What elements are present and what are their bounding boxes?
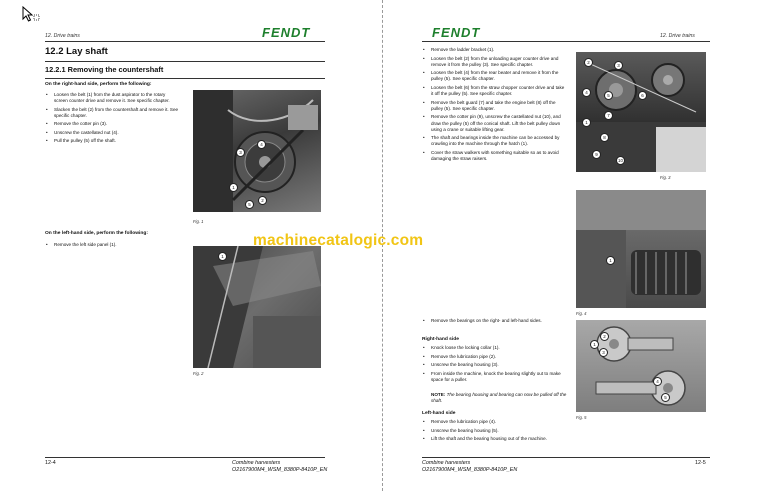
step-item: • Remove the bearings on the right- and left-hand sides. bbox=[422, 318, 566, 324]
section-rule bbox=[45, 61, 325, 62]
fig2-caption: Fig. 2 bbox=[193, 371, 204, 376]
fig1-callout: 4 bbox=[257, 140, 266, 149]
step-item: • Loosen the belt (1) from the dust aspirator to the rotary screen counter drive and remove it. See specific chapter. bbox=[45, 92, 180, 104]
mouse-cursor-icon bbox=[21, 6, 41, 24]
right-header-chapter: 12. Drive trains bbox=[660, 33, 695, 39]
fig1-drawing bbox=[193, 90, 321, 212]
fig4-drawing bbox=[576, 190, 706, 308]
fig5-caption: Fig. 5 bbox=[576, 415, 587, 420]
left-side-steps bbox=[45, 242, 180, 251]
fig4-callout: 1 bbox=[606, 256, 615, 265]
fig1-caption: Fig. 1 bbox=[193, 219, 204, 224]
left-hand-steps bbox=[422, 419, 566, 445]
bearings-intro bbox=[422, 318, 566, 327]
fig2-photo bbox=[193, 246, 321, 368]
right-page-number: 12-5 bbox=[695, 460, 706, 466]
step-item: • Remove the lubrication pipe (2). bbox=[422, 354, 566, 360]
right-steps-top bbox=[422, 47, 566, 165]
fig3-callout: 6 bbox=[638, 91, 647, 100]
left-page-number: 12-4 bbox=[45, 460, 56, 466]
right-hand-steps bbox=[422, 345, 566, 385]
fig1-callout: 1 bbox=[229, 183, 238, 192]
fig3-callout: 2 bbox=[584, 58, 593, 67]
right-footer-rule bbox=[422, 457, 710, 458]
note-text: The bearing housing and bearing can now be pulled off the shaft. bbox=[431, 392, 567, 404]
fig1-callout: 3 bbox=[236, 148, 245, 157]
fig3-callout: 7 bbox=[604, 111, 613, 120]
step-item: • The shaft and bearings inside the machine can be accessed by crawling into the machine through the hatch (1). bbox=[422, 135, 566, 147]
fig3-callout: 4 bbox=[582, 88, 591, 97]
left-side-heading: On the left-hand side, perform the following: bbox=[45, 231, 148, 236]
step-item: • From inside the machine, knock the bearing slightly out to make space for a puller. bbox=[422, 371, 566, 383]
fig1-photo bbox=[193, 90, 321, 212]
fig3-callout: 9 bbox=[592, 150, 601, 159]
fig3-callout: 5 bbox=[604, 91, 613, 100]
note bbox=[431, 392, 569, 404]
right-footer-doc-code: O2167900M4_WSM_8380P-8410P_EN bbox=[422, 467, 518, 473]
step-item: • Loosen the belt (2) from the unloading auger counter drive and remove it from the pulley (3). See specific chapter. bbox=[422, 56, 566, 68]
fendt-logo: FENDT bbox=[262, 25, 311, 40]
fig5-callout: 3 bbox=[599, 348, 608, 357]
left-hand-heading: Left-hand side bbox=[422, 411, 456, 416]
left-footer-rule bbox=[45, 457, 325, 458]
step-item: • Knock loose the locking collar (1). bbox=[422, 345, 566, 351]
note-label: NOTE: bbox=[431, 392, 446, 397]
fig5-drawing bbox=[576, 320, 706, 412]
fig3-callout: 10 bbox=[617, 158, 623, 163]
step-item: • Pull the pulley (5) off the shaft. bbox=[45, 138, 180, 144]
fig5-callout: 4 bbox=[653, 377, 662, 386]
fig5-callout: 1 bbox=[590, 340, 599, 349]
step-item: • Remove the lubrication pipe (4). bbox=[422, 419, 566, 425]
right-side-steps bbox=[45, 92, 180, 147]
step-item: • Remove the cotter pin (9), unscrew the castellated nut (10), and draw the pulley (5) off the conical shaft. Lift the belt pulley down using a crane or suitable lifting gear. bbox=[422, 114, 566, 133]
fig4-caption: Fig. 4 bbox=[576, 311, 587, 316]
fig3-callout: 8 bbox=[600, 133, 609, 142]
left-header-rule bbox=[45, 41, 325, 42]
step-item: • Loosen the belt (4) from the rear beater and remove it from the pulley (5). See specific chapter. bbox=[422, 70, 566, 82]
subsection-title: 12.2.1 Removing the countershaft bbox=[45, 65, 164, 74]
fig5-callout: 5 bbox=[661, 393, 670, 402]
step-item: • Unscrew the bearing housing (3). bbox=[422, 362, 566, 368]
left-footer-doc-code: O2167900M4_WSM_8380P-8410P_EN bbox=[232, 467, 328, 473]
right-hand-heading: Right-hand side bbox=[422, 337, 459, 342]
step-item: • Unscrew the castellated nut (4). bbox=[45, 130, 180, 136]
fendt-logo: FENDT bbox=[432, 25, 481, 40]
step-item: • Lift the shaft and the bearing housing out of the machine. bbox=[422, 436, 566, 442]
fig3-caption: Fig. 3 bbox=[660, 175, 671, 180]
step-item: • Remove the ladder bracket (1). bbox=[422, 47, 566, 53]
step-item: • Remove the left side panel (1). bbox=[45, 242, 180, 248]
fig3-callout: 1 bbox=[582, 118, 591, 127]
step-item: • Unscrew the bearing housing (5). bbox=[422, 428, 566, 434]
section-title: 12.2 Lay shaft bbox=[45, 46, 108, 57]
left-header-chapter: 12. Drive trains bbox=[45, 33, 80, 39]
right-header-rule bbox=[422, 41, 710, 42]
step-item: • Remove the belt guard (7) and take the engine belt (8) off the pulley (5). See specific chapter. bbox=[422, 100, 566, 112]
step-item: • Slacken the belt (2) from the countershaft and remove it. See specific chapter. bbox=[45, 107, 180, 119]
fig5-callout: 2 bbox=[600, 332, 609, 341]
watermark-text: machinecatalogic.com bbox=[253, 232, 424, 249]
fig3-callout: 3 bbox=[614, 61, 623, 70]
fig2-callout: 1 bbox=[218, 252, 227, 261]
subsection-rule bbox=[45, 78, 325, 79]
right-side-heading: On the right-hand side, perform the following: bbox=[45, 82, 152, 87]
left-footer-title: Combine harvesters bbox=[232, 460, 281, 466]
fig4-photo bbox=[576, 190, 706, 308]
fig1-callout: 5 bbox=[245, 200, 254, 209]
fig1-callout: 2 bbox=[258, 196, 267, 205]
fig2-drawing bbox=[193, 246, 321, 368]
step-item: • Cover the straw walkers with something suitable so as to avoid damaging the straw raisers. bbox=[422, 150, 566, 162]
step-item: • Remove the cotter pin (3). bbox=[45, 121, 180, 127]
step-item: • Loosen the belt (6) from the straw chopper counter drive and take it off the pulley (5). See specific chapter. bbox=[422, 85, 566, 97]
fig5-photo bbox=[576, 320, 706, 412]
right-footer-title: Combine harvesters bbox=[422, 460, 471, 466]
